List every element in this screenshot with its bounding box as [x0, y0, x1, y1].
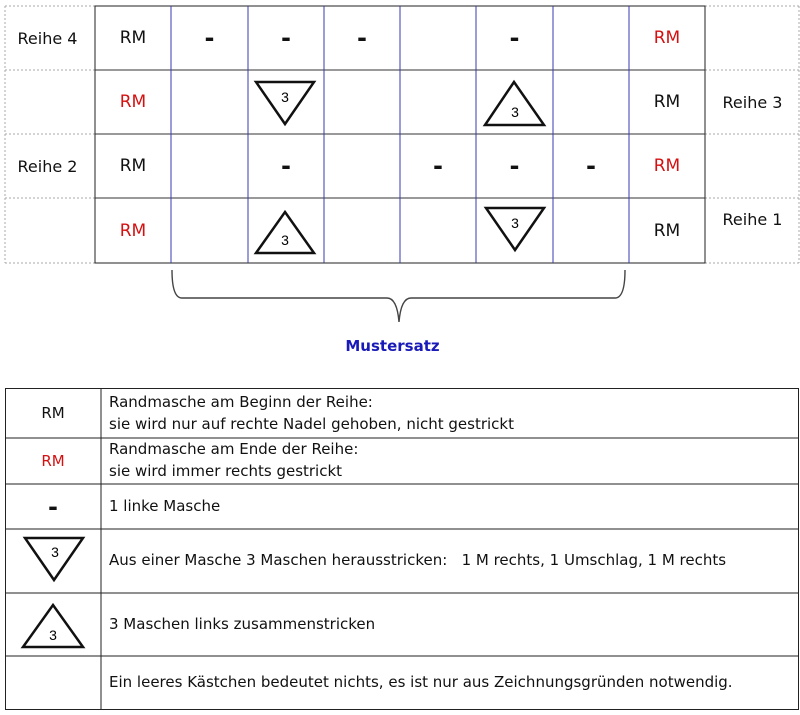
triangle-number: 3: [511, 215, 519, 231]
cell-r1-c2-triangle-up: [248, 198, 324, 263]
legend-symbol-triangle-down: [5, 529, 101, 593]
cell-r4-c3: -: [357, 24, 367, 52]
triangle-number: 3: [51, 544, 59, 560]
triangle-number: 3: [49, 627, 57, 643]
row-label-reihe-2: Reihe 2: [17, 156, 78, 176]
legend-symbol-rm-end: RM: [41, 452, 65, 470]
cell-r2-c7: RM: [653, 156, 681, 176]
triangle-down-icon: [248, 70, 324, 134]
triangle-down-icon: [476, 198, 553, 263]
cell-r3-c7: RM: [653, 92, 681, 112]
cell-r2-c2: -: [281, 152, 291, 180]
triangle-number: 3: [511, 104, 519, 120]
legend-symbol-rm-start: RM: [41, 404, 65, 422]
legend-text-decrease: 3 Maschen links zusammenstricken: [109, 614, 376, 633]
cell-r2-c4: -: [433, 152, 443, 180]
cell-r1-c7: RM: [653, 220, 681, 241]
row-label-reihe-4: Reihe 4: [17, 28, 78, 48]
legend-text-line: sie wird nur auf rechte Nadel gehoben, nicht gestrickt: [109, 415, 514, 433]
triangle-up-icon: [248, 198, 324, 263]
legend-symbol-triangle-up: [5, 593, 101, 656]
cell-r4-c1: -: [204, 24, 215, 52]
legend-table: [5, 388, 799, 710]
mustersatz-label: Mustersatz: [345, 337, 440, 355]
cell-r1-c5-triangle-down: [476, 198, 553, 263]
cell-r2-c5: -: [509, 152, 520, 180]
triangle-up-icon: [5, 593, 101, 656]
legend-text-rm-end: [109, 438, 789, 484]
triangle-up-icon: [476, 70, 553, 134]
cell-r3-c5-triangle-up: [476, 70, 553, 134]
knitting-chart: [0, 0, 800, 270]
cell-r3-c0: RM: [119, 92, 147, 112]
legend-text-purl: 1 linke Masche: [109, 496, 221, 515]
legend-symbol-purl: -: [48, 492, 58, 521]
legend-text-increase: Aus einer Masche 3 Maschen herausstricken: 1 M rechts, 1 Umschlag, 1 M rechts: [109, 551, 727, 570]
pattern-repeat-brace: [160, 270, 640, 340]
row-label-reihe-1: Reihe 1: [722, 209, 783, 229]
legend-text-line: Randmasche am Beginn der Reihe:: [109, 393, 373, 412]
cell-r2-c6: -: [586, 152, 596, 180]
legend-text-empty-box: Ein leeres Kästchen bedeutet nichts, es ist nur aus Zeichnungsgründen notwendig.: [109, 673, 733, 692]
cell-r4-c2: -: [281, 24, 291, 52]
legend-text-line: sie wird immer rechts gestrickt: [109, 462, 343, 480]
cell-r4-c5: -: [509, 24, 520, 52]
triangle-down-icon: [5, 529, 101, 593]
cell-r2-c0: RM: [119, 156, 147, 176]
legend-text-line: Randmasche am Ende der Reihe:: [109, 440, 359, 459]
cell-r4-c7: RM: [653, 28, 681, 48]
triangle-number: 3: [281, 89, 289, 105]
cell-r1-c0: RM: [119, 220, 147, 241]
cell-r3-c2-triangle-down: [248, 70, 324, 134]
row-label-reihe-3: Reihe 3: [722, 92, 783, 112]
cell-r4-c0: RM: [119, 28, 147, 48]
legend-symbol-empty: [5, 656, 101, 710]
triangle-number: 3: [281, 232, 289, 248]
legend-text-rm-start: [109, 390, 789, 438]
